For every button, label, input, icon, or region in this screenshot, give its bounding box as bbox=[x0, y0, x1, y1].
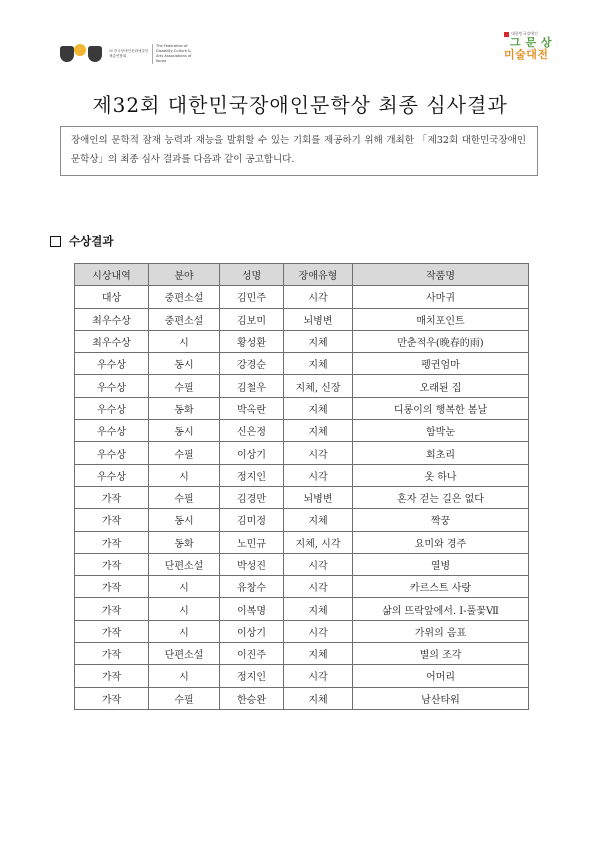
name-cell: 노민규 bbox=[220, 531, 284, 553]
genre-cell: 수필 bbox=[149, 375, 220, 397]
work-cell: 요미와 경주 bbox=[353, 531, 529, 553]
genre-cell: 동시 bbox=[149, 353, 220, 375]
name-cell: 한승완 bbox=[220, 687, 284, 709]
page-header bbox=[0, 0, 600, 90]
table-row bbox=[75, 509, 529, 531]
award-cell: 우수상 bbox=[75, 442, 149, 464]
table-row bbox=[75, 442, 529, 464]
table-row bbox=[75, 598, 529, 620]
table-row bbox=[75, 687, 529, 709]
genre-cell: 중편소설 bbox=[149, 308, 220, 330]
disability-cell: 시각 bbox=[284, 286, 353, 308]
art-contest-logo bbox=[504, 31, 564, 61]
federation-logo bbox=[60, 42, 192, 66]
header-genre: 분야 bbox=[149, 264, 220, 286]
award-cell: 가작 bbox=[75, 598, 149, 620]
award-cell: 대상 bbox=[75, 286, 149, 308]
name-cell: 김경만 bbox=[220, 486, 284, 508]
genre-cell: 시 bbox=[149, 598, 220, 620]
table-row bbox=[75, 286, 529, 308]
work-cell: 디롱이의 행복한 봄날 bbox=[353, 397, 529, 419]
disability-cell: 시각 bbox=[284, 665, 353, 687]
award-cell: 우수상 bbox=[75, 420, 149, 442]
art-contest-line1: 그 문 상 bbox=[510, 36, 553, 49]
disability-cell: 뇌병변 bbox=[284, 308, 353, 330]
disability-cell: 지체 bbox=[284, 330, 353, 352]
genre-cell: 단편소설 bbox=[149, 553, 220, 575]
name-cell: 김보미 bbox=[220, 308, 284, 330]
work-cell: 펭귄엄마 bbox=[353, 353, 529, 375]
art-contest-line2: 미술대전 bbox=[504, 48, 549, 61]
disability-cell: 시각 bbox=[284, 620, 353, 642]
genre-cell: 동시 bbox=[149, 420, 220, 442]
header-work: 작품명 bbox=[353, 264, 529, 286]
award-cell: 우수상 bbox=[75, 375, 149, 397]
work-cell: 삶의 뜨락앞에서. Ⅰ-풀꽃Ⅶ bbox=[353, 598, 529, 620]
award-cell: 가작 bbox=[75, 620, 149, 642]
federation-name-ko: ㈔ 한국장애인문화예술단체총연합회 bbox=[109, 49, 149, 58]
award-cell: 가작 bbox=[75, 553, 149, 575]
work-cell: 카르스트 사랑 bbox=[353, 576, 529, 598]
name-cell: 신은정 bbox=[220, 420, 284, 442]
table-row bbox=[75, 375, 529, 397]
header-award: 시상내역 bbox=[75, 264, 149, 286]
disability-cell: 시각 bbox=[284, 442, 353, 464]
disability-cell: 지체 bbox=[284, 420, 353, 442]
work-cell: 회초리 bbox=[353, 442, 529, 464]
award-cell: 가작 bbox=[75, 687, 149, 709]
genre-cell: 시 bbox=[149, 620, 220, 642]
disability-cell: 지체 bbox=[284, 643, 353, 665]
table-row bbox=[75, 397, 529, 419]
federation-logo-mark bbox=[60, 42, 104, 66]
work-cell: 짝꿍 bbox=[353, 509, 529, 531]
disability-cell: 시각 bbox=[284, 553, 353, 575]
genre-cell: 수필 bbox=[149, 486, 220, 508]
checkbox-icon bbox=[50, 236, 61, 247]
award-cell: 가작 bbox=[75, 665, 149, 687]
genre-cell: 시 bbox=[149, 330, 220, 352]
work-cell: 남산타워 bbox=[353, 687, 529, 709]
table-row bbox=[75, 486, 529, 508]
announcement-box: 장애인의 문학적 잠재 능력과 재능을 발휘할 수 있는 기회를 제공하기 위해 개최한 「제32회 대한민국장애인문학상」의 최종 심사 결과를 다음과 같이 공고합니다. bbox=[60, 126, 538, 176]
results-table bbox=[74, 263, 529, 710]
disability-cell: 지체 bbox=[284, 598, 353, 620]
table-row bbox=[75, 308, 529, 330]
work-cell: 별의 조각 bbox=[353, 643, 529, 665]
award-cell: 최우수상 bbox=[75, 330, 149, 352]
name-cell: 정지인 bbox=[220, 464, 284, 486]
name-cell: 김민주 bbox=[220, 286, 284, 308]
genre-cell: 시 bbox=[149, 576, 220, 598]
disability-cell: 지체 bbox=[284, 397, 353, 419]
table-row bbox=[75, 420, 529, 442]
work-cell: 매치포인트 bbox=[353, 308, 529, 330]
genre-cell: 동화 bbox=[149, 397, 220, 419]
name-cell: 정지인 bbox=[220, 665, 284, 687]
work-cell: 오래된 집 bbox=[353, 375, 529, 397]
genre-cell: 수필 bbox=[149, 442, 220, 464]
work-cell: 만춘적우(晩春的雨) bbox=[353, 330, 529, 352]
name-cell: 유창수 bbox=[220, 576, 284, 598]
art-contest-subtitle: 대한민국장애인 bbox=[511, 31, 539, 36]
table-row bbox=[75, 353, 529, 375]
award-cell: 우수상 bbox=[75, 397, 149, 419]
table-row bbox=[75, 330, 529, 352]
award-cell: 최우수상 bbox=[75, 308, 149, 330]
name-cell: 박옥란 bbox=[220, 397, 284, 419]
section-title: 수상결과 bbox=[69, 234, 114, 248]
work-cell: 열병 bbox=[353, 553, 529, 575]
table-header-row bbox=[75, 264, 529, 286]
federation-name-en: The Federation of Disability Culture & Arts Associations of Korea bbox=[152, 44, 192, 64]
disability-cell: 지체, 시각 bbox=[284, 531, 353, 553]
name-cell: 박성진 bbox=[220, 553, 284, 575]
genre-cell: 시 bbox=[149, 464, 220, 486]
disability-cell: 지체 bbox=[284, 687, 353, 709]
name-cell: 이상기 bbox=[220, 442, 284, 464]
disability-cell: 지체 bbox=[284, 353, 353, 375]
work-cell: 옷 하나 bbox=[353, 464, 529, 486]
disability-cell: 뇌병변 bbox=[284, 486, 353, 508]
disability-cell: 지체, 신장 bbox=[284, 375, 353, 397]
disability-cell: 지체 bbox=[284, 509, 353, 531]
header-name: 성명 bbox=[220, 264, 284, 286]
name-cell: 이진주 bbox=[220, 643, 284, 665]
work-cell: 혼자 걷는 길은 없다 bbox=[353, 486, 529, 508]
work-cell: 어머리 bbox=[353, 665, 529, 687]
genre-cell: 수필 bbox=[149, 687, 220, 709]
disability-cell: 시각 bbox=[284, 464, 353, 486]
genre-cell: 중편소설 bbox=[149, 286, 220, 308]
genre-cell: 동화 bbox=[149, 531, 220, 553]
disability-cell: 시각 bbox=[284, 576, 353, 598]
table-row bbox=[75, 665, 529, 687]
page-title: 제32회 대한민국장애인문학상 최종 심사결과 bbox=[92, 93, 508, 117]
award-cell: 가작 bbox=[75, 486, 149, 508]
table-row bbox=[75, 576, 529, 598]
header-disability: 장애유형 bbox=[284, 264, 353, 286]
award-cell: 가작 bbox=[75, 509, 149, 531]
table-row bbox=[75, 620, 529, 642]
genre-cell: 단편소설 bbox=[149, 643, 220, 665]
name-cell: 강경순 bbox=[220, 353, 284, 375]
red-badge-icon bbox=[504, 32, 509, 37]
award-cell: 가작 bbox=[75, 643, 149, 665]
award-cell: 우수상 bbox=[75, 353, 149, 375]
name-cell: 이복명 bbox=[220, 598, 284, 620]
table-row bbox=[75, 531, 529, 553]
table-row bbox=[75, 553, 529, 575]
table-row bbox=[75, 643, 529, 665]
name-cell: 이상기 bbox=[220, 620, 284, 642]
name-cell: 김철우 bbox=[220, 375, 284, 397]
award-cell: 가작 bbox=[75, 531, 149, 553]
work-cell: 함박눈 bbox=[353, 420, 529, 442]
award-cell: 우수상 bbox=[75, 464, 149, 486]
award-cell: 가작 bbox=[75, 576, 149, 598]
section-heading bbox=[50, 233, 113, 249]
genre-cell: 동시 bbox=[149, 509, 220, 531]
table-row bbox=[75, 464, 529, 486]
name-cell: 황성환 bbox=[220, 330, 284, 352]
work-cell: 가위의 음표 bbox=[353, 620, 529, 642]
work-cell: 사마귀 bbox=[353, 286, 529, 308]
name-cell: 김미정 bbox=[220, 509, 284, 531]
genre-cell: 시 bbox=[149, 665, 220, 687]
